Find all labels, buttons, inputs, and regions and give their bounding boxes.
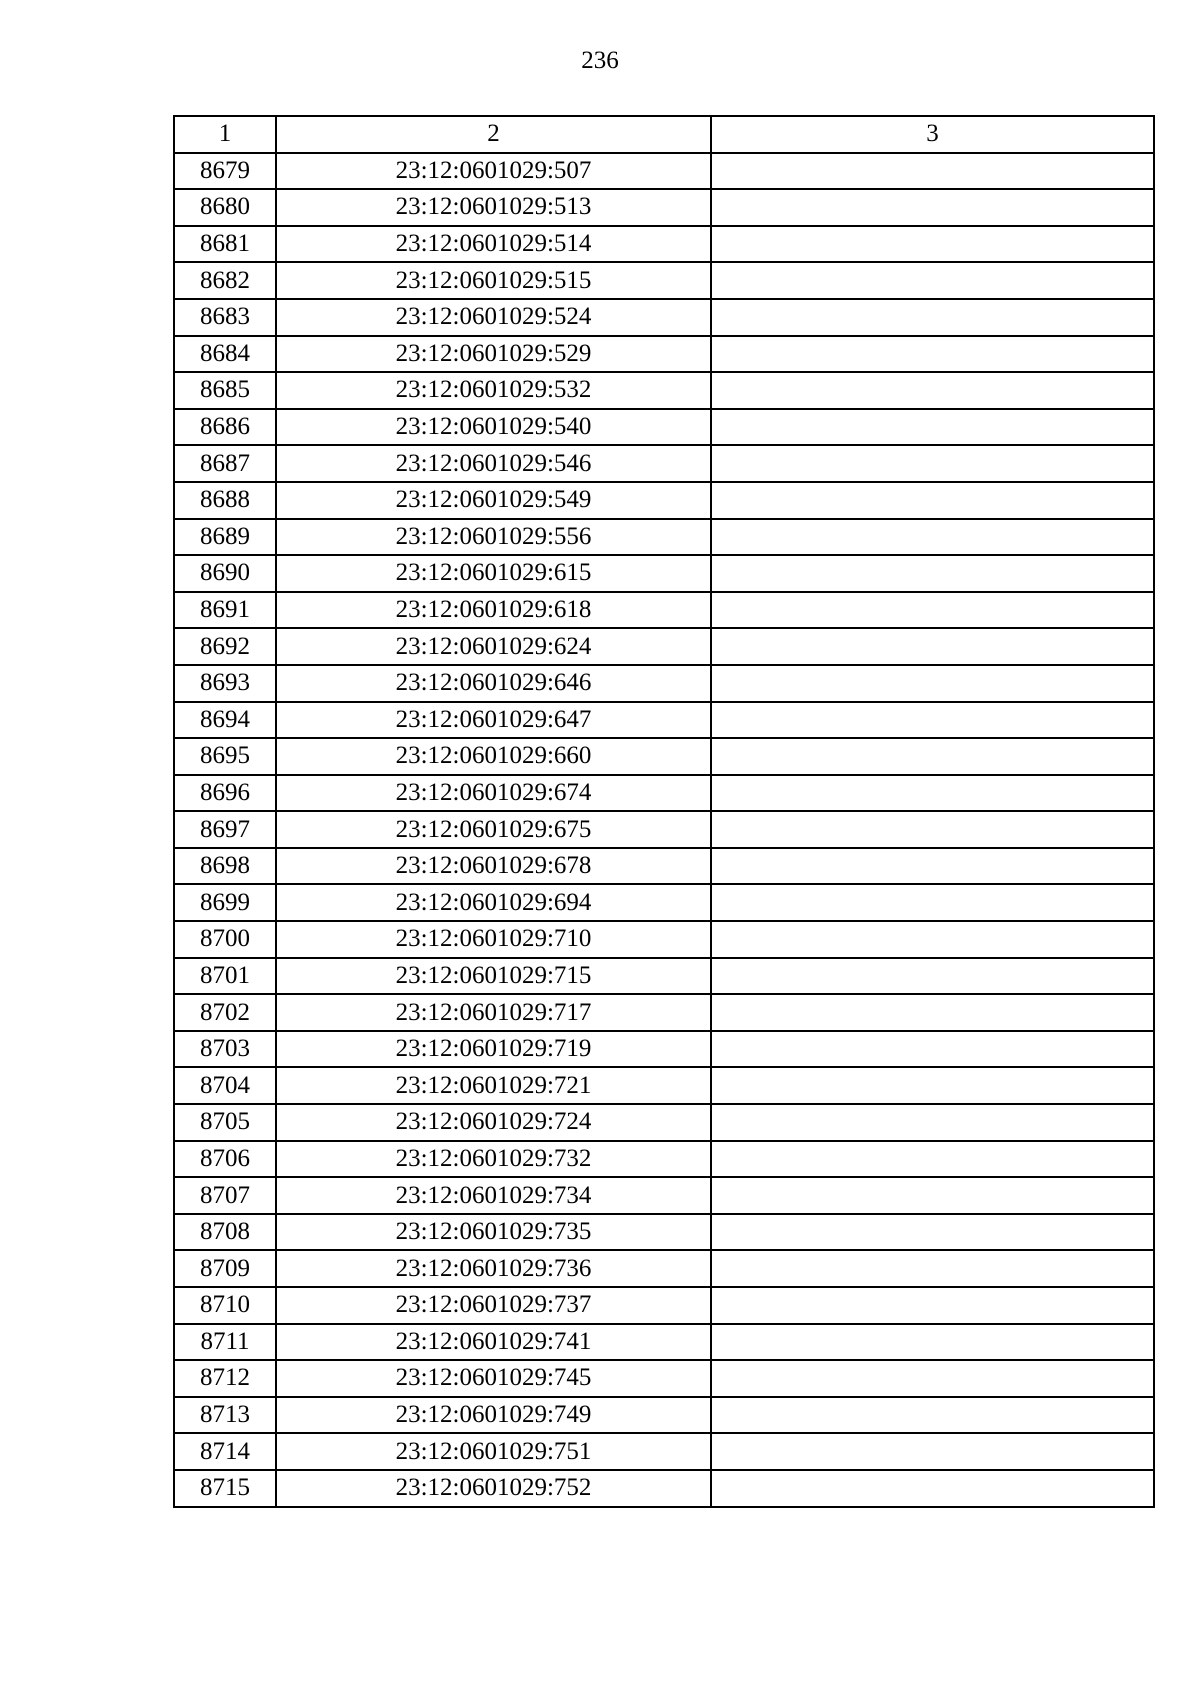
table-row: [174, 994, 1154, 1031]
cadastral-number-cell: 23:12:0601029:694: [276, 884, 711, 921]
cadastral-number-cell: 23:12:0601029:678: [276, 848, 711, 885]
cadastral-number-cell: 23:12:0601029:749: [276, 1397, 711, 1434]
note-cell: [711, 1287, 1154, 1324]
note-cell: [711, 1177, 1154, 1214]
note-cell: [711, 592, 1154, 629]
table-row: [174, 665, 1154, 702]
table-row: [174, 702, 1154, 739]
note-cell: [711, 1067, 1154, 1104]
cadastral-number-cell: 23:12:0601029:724: [276, 1104, 711, 1141]
row-number-cell: 8707: [174, 1177, 276, 1214]
row-number-cell: 8692: [174, 628, 276, 665]
note-cell: [711, 482, 1154, 519]
table-row: [174, 519, 1154, 556]
cadastral-number-cell: 23:12:0601029:735: [276, 1214, 711, 1251]
row-number-cell: 8694: [174, 702, 276, 739]
cadastral-number-cell: 23:12:0601029:732: [276, 1141, 711, 1178]
cadastral-number-cell: 23:12:0601029:745: [276, 1360, 711, 1397]
cadastral-number-cell: 23:12:0601029:546: [276, 445, 711, 482]
cadastral-number-cell: 23:12:0601029:514: [276, 226, 711, 263]
table-row: [174, 262, 1154, 299]
row-number-cell: 8704: [174, 1067, 276, 1104]
note-cell: [711, 1433, 1154, 1470]
table-row: [174, 592, 1154, 629]
row-number-cell: 8690: [174, 555, 276, 592]
cadastral-number-cell: 23:12:0601029:513: [276, 189, 711, 226]
note-cell: [711, 994, 1154, 1031]
table-row: [174, 1433, 1154, 1470]
cadastral-number-cell: 23:12:0601029:515: [276, 262, 711, 299]
registry-table: [173, 115, 1155, 1508]
note-cell: [711, 1360, 1154, 1397]
cadastral-number-cell: 23:12:0601029:710: [276, 921, 711, 958]
cadastral-number-cell: 23:12:0601029:660: [276, 738, 711, 775]
note-cell: [711, 665, 1154, 702]
note-cell: [711, 1104, 1154, 1141]
cadastral-number-cell: 23:12:0601029:675: [276, 811, 711, 848]
note-cell: [711, 775, 1154, 812]
row-number-cell: 8689: [174, 519, 276, 556]
row-number-cell: 8714: [174, 1433, 276, 1470]
note-cell: [711, 958, 1154, 995]
row-number-cell: 8703: [174, 1031, 276, 1068]
row-number-cell: 8698: [174, 848, 276, 885]
table-row: [174, 336, 1154, 373]
cadastral-number-cell: 23:12:0601029:507: [276, 153, 711, 190]
note-cell: [711, 848, 1154, 885]
table-row: [174, 299, 1154, 336]
table-row: [174, 445, 1154, 482]
row-number-cell: 8679: [174, 153, 276, 190]
cadastral-number-cell: 23:12:0601029:647: [276, 702, 711, 739]
table-row: [174, 1104, 1154, 1141]
row-number-cell: 8688: [174, 482, 276, 519]
note-cell: [711, 884, 1154, 921]
row-number-cell: 8696: [174, 775, 276, 812]
cadastral-number-cell: 23:12:0601029:556: [276, 519, 711, 556]
table-row: [174, 1360, 1154, 1397]
row-number-cell: 8695: [174, 738, 276, 775]
row-number-cell: 8706: [174, 1141, 276, 1178]
row-number-cell: 8699: [174, 884, 276, 921]
note-cell: [711, 409, 1154, 446]
table-row: [174, 1287, 1154, 1324]
row-number-cell: 8684: [174, 336, 276, 373]
row-number-cell: 8710: [174, 1287, 276, 1324]
cadastral-number-cell: 23:12:0601029:715: [276, 958, 711, 995]
column-header-3: 3: [711, 116, 1154, 153]
note-cell: [711, 262, 1154, 299]
table-row: [174, 811, 1154, 848]
note-cell: [711, 1141, 1154, 1178]
row-number-cell: 8700: [174, 921, 276, 958]
row-number-cell: 8680: [174, 189, 276, 226]
page-number: 236: [581, 47, 619, 74]
table-row: [174, 409, 1154, 446]
row-number-cell: 8685: [174, 372, 276, 409]
note-cell: [711, 811, 1154, 848]
table-row: [174, 153, 1154, 190]
table-row: [174, 848, 1154, 885]
note-cell: [711, 555, 1154, 592]
note-cell: [711, 189, 1154, 226]
note-cell: [711, 336, 1154, 373]
note-cell: [711, 1214, 1154, 1251]
table-row: [174, 1214, 1154, 1251]
cadastral-number-cell: 23:12:0601029:524: [276, 299, 711, 336]
cadastral-number-cell: 23:12:0601029:717: [276, 994, 711, 1031]
table-row: [174, 189, 1154, 226]
note-cell: [711, 372, 1154, 409]
table-row: [174, 958, 1154, 995]
table-row: [174, 482, 1154, 519]
note-cell: [711, 153, 1154, 190]
cadastral-number-cell: 23:12:0601029:624: [276, 628, 711, 665]
table-row: [174, 921, 1154, 958]
table-row: [174, 1397, 1154, 1434]
cadastral-number-cell: 23:12:0601029:737: [276, 1287, 711, 1324]
note-cell: [711, 1250, 1154, 1287]
row-number-cell: 8697: [174, 811, 276, 848]
row-number-cell: 8693: [174, 665, 276, 702]
row-number-cell: 8708: [174, 1214, 276, 1251]
cadastral-number-cell: 23:12:0601029:752: [276, 1470, 711, 1507]
cadastral-number-cell: 23:12:0601029:719: [276, 1031, 711, 1068]
cadastral-number-cell: 23:12:0601029:751: [276, 1433, 711, 1470]
column-header-2: 2: [276, 116, 711, 153]
table-row: [174, 372, 1154, 409]
column-header-1: 1: [174, 116, 276, 153]
table-row: [174, 1324, 1154, 1361]
table-row: [174, 628, 1154, 665]
row-number-cell: 8709: [174, 1250, 276, 1287]
table-row: [174, 1067, 1154, 1104]
row-number-cell: 8686: [174, 409, 276, 446]
row-number-cell: 8715: [174, 1470, 276, 1507]
row-number-cell: 8712: [174, 1360, 276, 1397]
cadastral-number-cell: 23:12:0601029:646: [276, 665, 711, 702]
row-number-cell: 8681: [174, 226, 276, 263]
note-cell: [711, 445, 1154, 482]
row-number-cell: 8682: [174, 262, 276, 299]
cadastral-number-cell: 23:12:0601029:529: [276, 336, 711, 373]
table-row: [174, 1250, 1154, 1287]
note-cell: [711, 519, 1154, 556]
cadastral-number-cell: 23:12:0601029:618: [276, 592, 711, 629]
note-cell: [711, 628, 1154, 665]
table-row: [174, 884, 1154, 921]
row-number-cell: 8687: [174, 445, 276, 482]
row-number-cell: 8711: [174, 1324, 276, 1361]
cadastral-number-cell: 23:12:0601029:549: [276, 482, 711, 519]
table-row: [174, 1470, 1154, 1507]
cadastral-number-cell: 23:12:0601029:540: [276, 409, 711, 446]
table-row: [174, 775, 1154, 812]
row-number-cell: 8683: [174, 299, 276, 336]
table-row: [174, 738, 1154, 775]
row-number-cell: 8691: [174, 592, 276, 629]
cadastral-number-cell: 23:12:0601029:721: [276, 1067, 711, 1104]
table-row: [174, 555, 1154, 592]
cadastral-number-cell: 23:12:0601029:674: [276, 775, 711, 812]
note-cell: [711, 1031, 1154, 1068]
note-cell: [711, 702, 1154, 739]
row-number-cell: 8713: [174, 1397, 276, 1434]
cadastral-number-cell: 23:12:0601029:741: [276, 1324, 711, 1361]
cadastral-number-cell: 23:12:0601029:532: [276, 372, 711, 409]
note-cell: [711, 1397, 1154, 1434]
note-cell: [711, 738, 1154, 775]
note-cell: [711, 299, 1154, 336]
note-cell: [711, 1470, 1154, 1507]
note-cell: [711, 226, 1154, 263]
table-row: [174, 1177, 1154, 1214]
cadastral-number-cell: 23:12:0601029:736: [276, 1250, 711, 1287]
cadastral-number-cell: 23:12:0601029:615: [276, 555, 711, 592]
note-cell: [711, 921, 1154, 958]
row-number-cell: 8705: [174, 1104, 276, 1141]
cadastral-number-cell: 23:12:0601029:734: [276, 1177, 711, 1214]
table-row: [174, 226, 1154, 263]
row-number-cell: 8701: [174, 958, 276, 995]
row-number-cell: 8702: [174, 994, 276, 1031]
table-row: [174, 1031, 1154, 1068]
table-header-row: [174, 116, 1154, 153]
note-cell: [711, 1324, 1154, 1361]
table-body: [174, 153, 1154, 1507]
table-row: [174, 1141, 1154, 1178]
